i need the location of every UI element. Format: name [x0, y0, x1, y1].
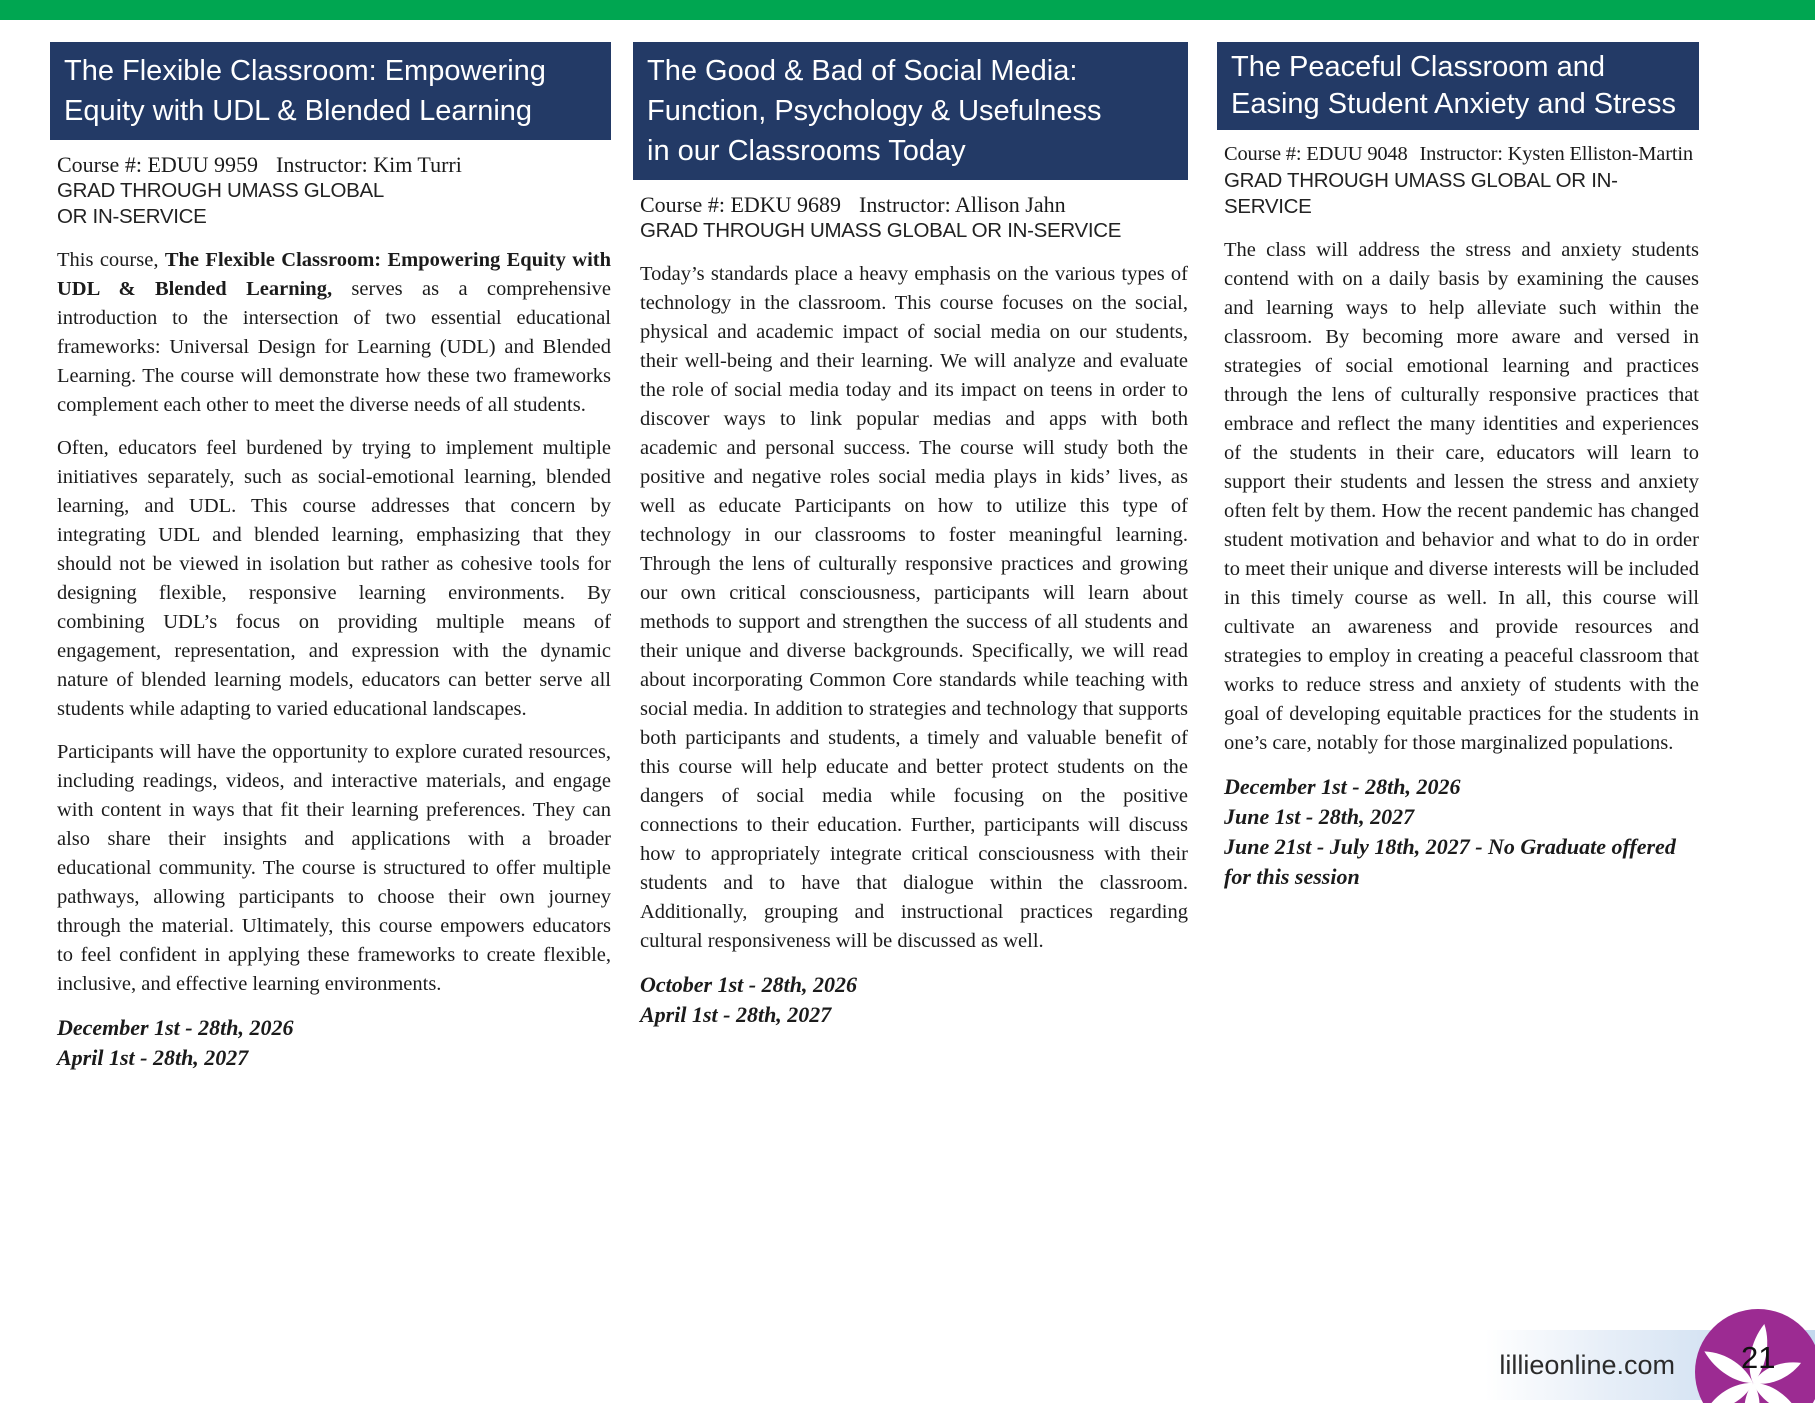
- course-title-inline-bold: The Flexible Classroom: Empowering Equity with UDL & Blended Learning,: [57, 249, 611, 300]
- instructor-name: Instructor: Kysten Elliston-Martin: [1419, 143, 1693, 165]
- session-dates-line: December 1st - 28th, 2026: [1224, 774, 1461, 799]
- credit-type-line: OR IN-SERVICE: [57, 205, 207, 228]
- course-info: [1217, 141, 1699, 220]
- website-url: lillieonline.com: [1499, 1349, 1675, 1380]
- course-description-paragraph: Today’s standards place a heavy emphasis on the various types of technology in the classroom. This course focuses on the social, physical and academic impact of social media on our students, their well-being and their learning. We will analyze and evaluate the role of social media today and its impact on teens in order to discover ways to link popular medias and apps with both academic and personal success. The course will study both the positive and negative roles social media plays in kids’ lives, as well as educate Participants on how to utilize this type of technology in our classrooms to foster meaningful learning. Through the lens of culturally responsive practices and growing our own critical consciousness, participants will learn about methods to support and strengthen the success of all students and their unique and diverse backgrounds. Specifically, we will read about incorporating Common Core standards while teaching with social media. In addition to strategies and technology that supports both participants and students, a timely and valuable benefit of this course will help educate and better protect students on the dangers of social media while focusing on the positive connections to their education. Further, participants will discuss how to appropriately integrate critical consciousness with their students and to have that dialogue within the classroom. Additionally, grouping and instructional practices regarding cultural responsiveness will be discussed as well.: [640, 263, 1188, 952]
- course-number: Course #: EDUU 9959: [57, 152, 259, 177]
- course-title-line: Easing Student Anxiety and Stress: [1231, 88, 1676, 120]
- credit-type-line: GRAD THROUGH UMASS GLOBAL OR IN-SERVICE: [640, 219, 1122, 242]
- session-dates: [1224, 772, 1699, 892]
- course-title-banner: [50, 42, 611, 140]
- course-description: [50, 246, 611, 1073]
- session-dates: [640, 970, 1188, 1030]
- instructor-name: Instructor: Kim Turri: [276, 152, 462, 177]
- course-title-line: Function, Psychology & Usefulness: [647, 95, 1102, 127]
- course-number: Course #: EDKU 9689: [640, 192, 842, 217]
- course-info: [633, 191, 1188, 244]
- course-info: [50, 151, 611, 230]
- course-meta-line: [640, 191, 1188, 218]
- session-dates-line: December 1st - 28th, 2026: [57, 1015, 294, 1040]
- course-description-paragraph: The class will address the stress and anxiety students contend with on a daily basis by examining the causes and learning ways to help alleviate such within the classroom. By becoming more aware and versed in strategies of social emotional learning and practices through the lens of culturally responsive practices that embrace and reflect the many identities and experiences of the students in their care, educators will learn to support their students and lessen the stress and anxiety often felt by them. How the recent pandemic has changed student motivation and behavior and what to do in order to meet their unique and diverse interests will be included in this timely course as well. In all, this course will cultivate an awareness and provide resources and strategies to employ in creating a peaceful classroom that works to reduce stress and anxiety of students with the goal of developing equitable practices for the students in one’s care, notably for those marginalized populations.: [1224, 239, 1699, 754]
- paragraph-rest: serves as a comprehensive introduction to the intersection of two essential educational frameworks: Universal Design for Learning (UDL) and Blended Learning. The course will demonstrate how these two frameworks complement each other to meet the diverse needs of all students.: [57, 278, 612, 416]
- course-column-social-media: [633, 42, 1188, 1030]
- course-description: [633, 260, 1188, 1030]
- instructor-name: Instructor: Allison Jahn: [859, 192, 1066, 217]
- session-dates-line: April 1st - 28th, 2027: [57, 1045, 249, 1070]
- course-meta-line: [1224, 141, 1699, 168]
- credit-type-line: GRAD THROUGH UMASS GLOBAL: [57, 179, 385, 202]
- course-description-paragraph: Often, educators feel burdened by trying to implement multiple initiatives separately, such as social-emotional learning, blended learning, and UDL. This course addresses that concern by integrating UDL and blended learning, emphasizing that they should not be viewed in isolation but rather as cohesive tools for designing flexible, responsive learning environments. By combining UDL’s focus on providing multiple means of engagement, representation, and expression with the dynamic nature of blended learning models, educators can better serve all students while adapting to varied educational landscapes.: [57, 437, 611, 720]
- course-title-line: The Good & Bad of Social Media:: [647, 55, 1078, 87]
- top-accent-bar: [0, 0, 1815, 20]
- course-meta-line: [57, 151, 611, 178]
- course-title-banner: [633, 42, 1188, 180]
- session-dates-line: April 1st - 28th, 2027: [640, 1002, 832, 1027]
- course-column-peaceful-classroom: [1217, 42, 1699, 892]
- course-title-line: The Peaceful Classroom and: [1231, 51, 1605, 83]
- paragraph-lead: This course,: [57, 249, 165, 271]
- course-description-paragraph: Participants will have the opportunity to explore curated resources, including readings, videos, and interactive materials, and engage with content in ways that fit their learning preferences. They can also share their insights and applications with a broader educational community. The course is structured to offer multiple pathways, allowing participants to choose their own journey through the material. Ultimately, this course empowers educators to feel confident in applying these frameworks to create flexible, inclusive, and effective learning environments.: [57, 741, 611, 995]
- course-number: Course #: EDUU 9048: [1224, 143, 1408, 165]
- credit-type-line: GRAD THROUGH UMASS GLOBAL OR IN-SERVICE: [1224, 169, 1618, 218]
- course-title-banner: [1217, 42, 1699, 130]
- course-title-line: in our Classrooms Today: [647, 135, 966, 167]
- course-description: [1217, 236, 1699, 892]
- session-dates-line: June 21st - July 18th, 2027 - No Graduate offered for this session: [1224, 834, 1676, 889]
- course-column-flexible-classroom: [50, 42, 611, 1073]
- session-dates: [57, 1013, 611, 1073]
- session-dates-line: October 1st - 28th, 2026: [640, 972, 857, 997]
- course-title-line: The Flexible Classroom: Empowering: [64, 55, 546, 87]
- course-description-paragraph: [57, 246, 611, 420]
- session-dates-line: June 1st - 28th, 2027: [1224, 804, 1415, 829]
- course-title-line: Equity with UDL & Blended Learning: [64, 95, 533, 127]
- lillie-logo: [1695, 1309, 1815, 1403]
- page-number: 21: [1741, 1340, 1776, 1375]
